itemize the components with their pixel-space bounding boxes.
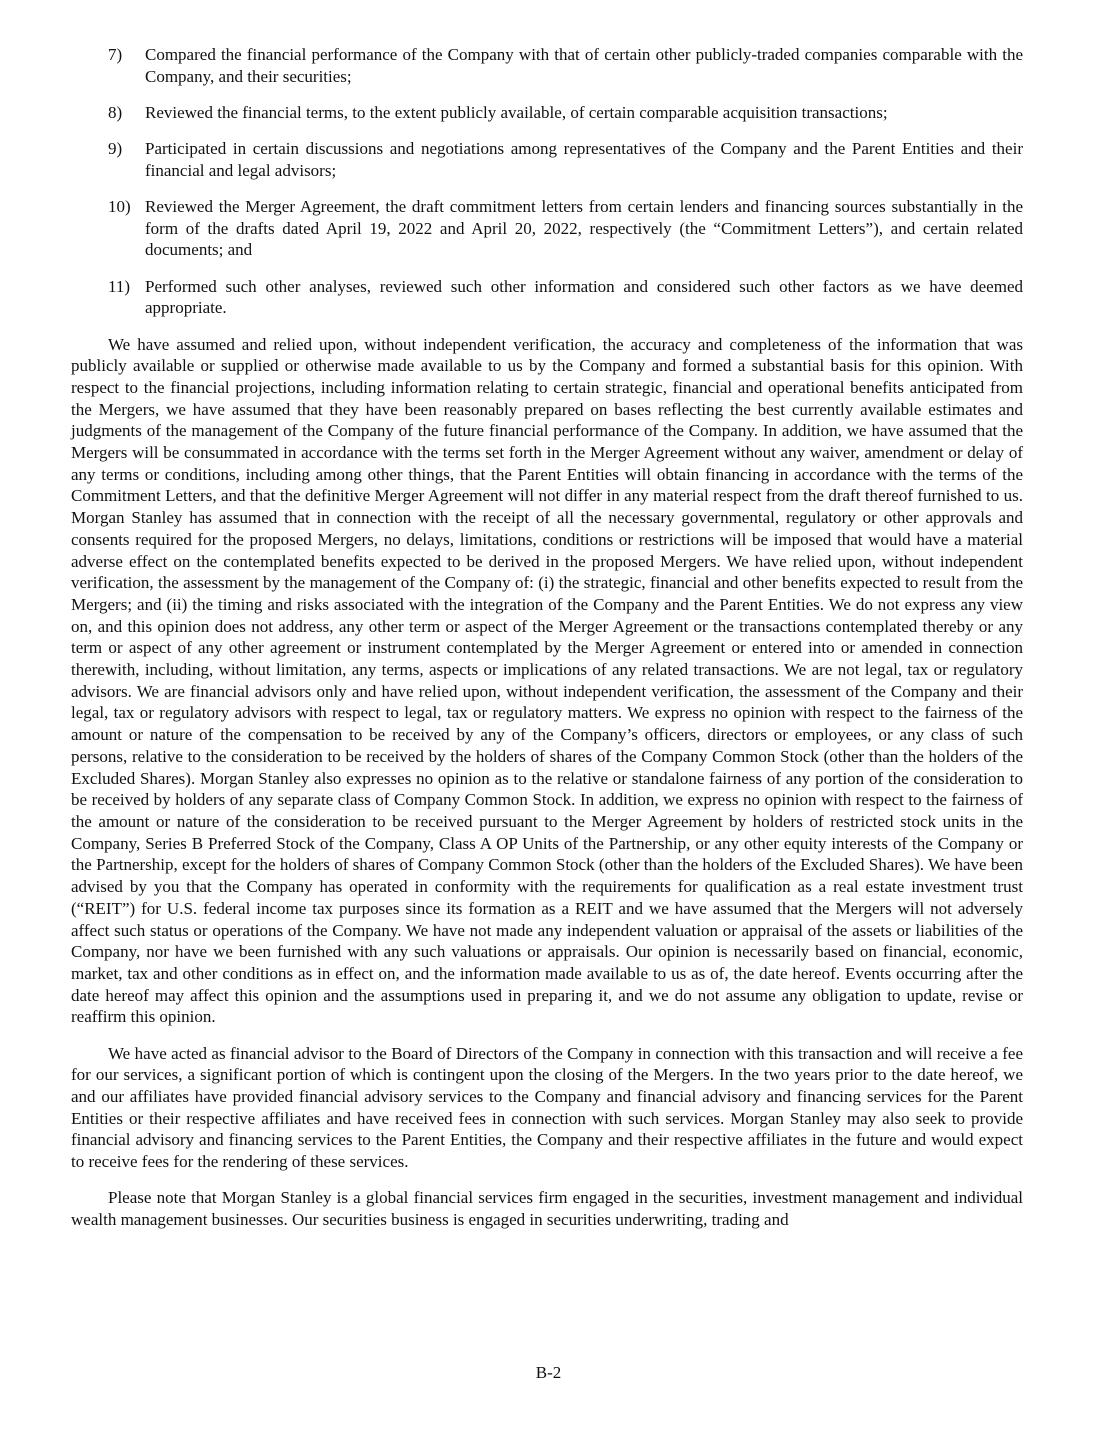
advisor-fee-paragraph: We have acted as financial advisor to the Board of Directors of the Company in connection with this transaction and will receive a fee for our services, a significant portion of which is contingent upon the closing of the Mergers. In the two years prior to the date hereof, we and our affiliates have provided financial advisory services to the Company and financial advisory and financing services for the Parent Entities or their respective affiliates and have received fees in connection with such services. Morgan Stanley may also seek to provide financial advisory and financing services to the Parent Entities, the Company and their respective affiliates in the future and would expect to receive fees for the rendering of these services. xyxy=(71,1043,1023,1172)
list-item-text: Performed such other analyses, reviewed such other information and considered such other factors as we have deemed appropriate. xyxy=(145,276,1023,318)
list-item-number: 7) xyxy=(108,45,123,64)
list-item-number: 8) xyxy=(108,102,123,122)
document-page xyxy=(71,44,1023,1245)
list-item-number: 9) xyxy=(108,139,123,159)
list-item xyxy=(71,102,1023,124)
page-number: B-2 xyxy=(535,1363,562,1382)
list-item-number: 11) xyxy=(108,276,131,296)
assumptions-paragraph: We have assumed and relied upon, without independent verification, the accuracy and completeness of the information that was publicly available or supplied or otherwise made available to us by the Company and formed a substantial basis for this opinion. With respect to the financial projections, including information relating to certain strategic, financial and operational benefits anticipated from the Mergers, we have assumed that they have been reasonably prepared on bases reflecting the best currently available estimates and judgments of the management of the Company of the future financial performance of the Company. In addition, we have assumed that the Mergers will be consummated in accordance with the terms set forth in the Merger Agreement without any waiver, amendment or delay of any terms or conditions, including among other things, that the Parent Entities will obtain financing in accordance with the terms of the Commitment Letters, and that the definitive Merger Agreement will not differ in any material respect from the draft thereof furnished to us. Morgan Stanley has assumed that in connection with the receipt of all the necessary governmental, regulatory or other approvals and consents required for the proposed Mergers, no delays, limitations, conditions or restrictions will be imposed that would have a material adverse effect on the contemplated benefits expected to be derived in the proposed Mergers. We have relied upon, without independent verification, the assessment by the management of the Company of: (i) the strategic, financial and other benefits expected to result from the Mergers; and (ii) the timing and risks associated with the integration of the Company and the Parent Entities. We do not express any view on, and this opinion does not address, any other term or aspect of the Merger Agreement or the transactions contemplated thereby or any term or aspect of any other agreement or instrument contemplated by the Merger Agreement or entered into or amended in connection therewith, including, without limitation, any terms, aspects or implications of any related transactions. We are not legal, tax or regulatory advisors. We are financial advisors only and have relied upon, without independent verification, the assessment of the Company and their legal, tax or regulatory advisors with respect to legal, tax or regulatory matters. We express no opinion with respect to the fairness of the amount or nature of the compensation to be received by any of the Company’s officers, directors or employees, or any class of such persons, relative to the consideration to be received by the holders of shares of the Company Common Stock (other than the holders of the Excluded Shares). Morgan Stanley also expresses no opinion as to the relative or standalone fairness of any portion of the consideration to be received by holders of any separate class of Company Common Stock. In addition, we express no opinion with respect to the fairness of the amount or nature of the consideration to be received pursuant to the Merger Agreement by holders of restricted stock units in the Company, Series B Preferred Stock of the Company, Class A OP Units of the Partnership, or any other equity interests of the Company or the Partnership, except for the holders of shares of Company Common Stock (other than the holders of the Excluded Shares). We have been advised by you that the Company has operated in conformity with the requirements for qualification as a real estate investment trust (“REIT”) for U.S. federal income tax purposes since its formation as a REIT and we have assumed that the Mergers will not adversely affect such status or operations of the Company. We have not made any independent valuation or appraisal of the assets or liabilities of the Company, nor have we been furnished with any such valuations or appraisals. Our opinion is necessarily based on financial, economic, market, tax and other conditions as in effect on, and the information made available to us as of, the date hereof. Events occurring after the date hereof may affect this opinion and the assumptions used in preparing it, and we do not assume any obligation to update, revise or reaffirm this opinion. xyxy=(71,334,1023,1027)
firm-disclosure-paragraph: Please note that Morgan Stanley is a global financial services firm engaged in the securities, investment management and individual wealth management businesses. Our securities business is engaged in securities underwriting, trading and xyxy=(71,1188,1023,1229)
list-item-text: Compared the financial performance of the Company with that of certain other publicly-traded companies comparable with the Company, and their securities; xyxy=(145,45,1023,86)
list-item-text: Participated in certain discussions and negotiations among representatives of the Company and the Parent Entities and their financial and legal advisors; xyxy=(145,139,1023,180)
numbered-list xyxy=(71,44,1023,319)
list-item-text: Reviewed the Merger Agreement, the draft commitment letters from certain lenders and financing sources substantially in the form of the drafts dated April 19, 2022 and April 20, 2022, respectively (the “Commitment Letters”), and certain related documents; and xyxy=(145,197,1023,260)
list-item-number: 10) xyxy=(108,197,131,217)
list-item xyxy=(71,276,1023,319)
list-item xyxy=(71,138,1023,181)
list-item xyxy=(71,44,1023,87)
list-item-text: Reviewed the financial terms, to the extent publicly available, of certain comparable acquisition transactions; xyxy=(145,102,888,122)
list-item xyxy=(71,196,1023,261)
